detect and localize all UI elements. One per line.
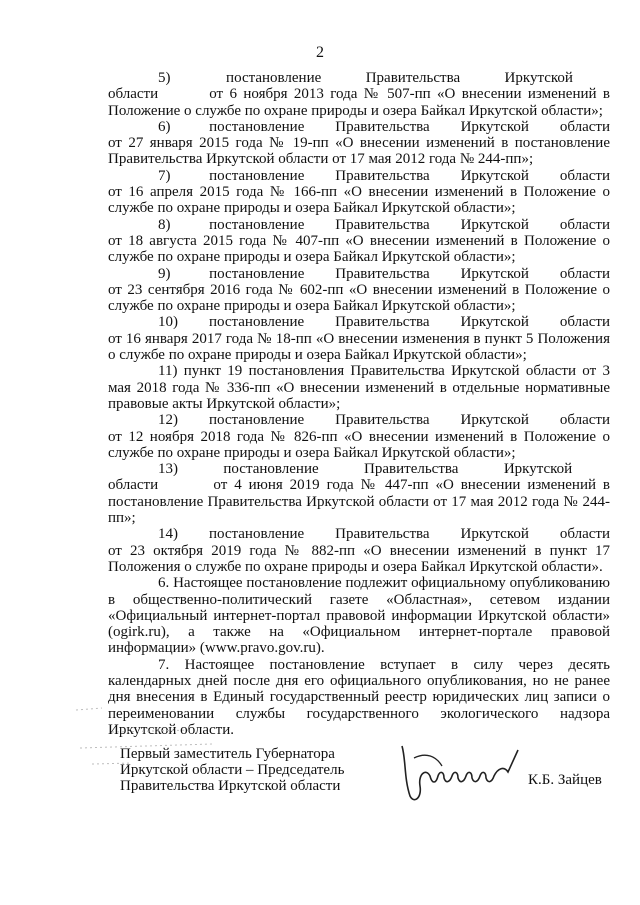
list-item: 14) постановление Правительства Иркутской области от 23 октября 2019 года № 882-пп «О внесении изменений в пункт 17 Положения о службе по охране природы и озера Байкал Иркутской области».: [108, 526, 610, 575]
list-item: 13) постановление Правительства Иркутской области от 4 июня 2019 года № 447-пп «О внесении изменений в постановление Правительства Иркутской области от 17 мая 2012 года № 244-пп»;: [108, 461, 610, 527]
page-number: 2: [316, 44, 324, 61]
list-item: 5) постановление Правительства Иркутской области от 6 ноября 2013 года № 507-пп «О внесении изменений в Положение о службе по охране природы и озера Байкал Иркутской области»;: [108, 70, 610, 119]
signer-title-line: Иркутской области – Председатель: [120, 762, 345, 778]
signature-block: [108, 746, 610, 806]
signer-name: К.Б. Зайцев: [528, 772, 602, 788]
list-item: 10) постановление Правительства Иркутской области от 16 января 2017 года № 18-пп «О внесении изменения в пункт 5 Положения о службе по охране природы и озера Байкал Иркутской области»;: [108, 314, 610, 364]
list-item: 9) постановление Правительства Иркутской области от 23 сентября 2016 года № 602-пп «О внесении изменений в Положение о службе по охране природы и озера Байкал Иркутской области»;: [108, 265, 610, 315]
paragraph-publication: 6. Настоящее постановление подлежит официальному опубликованию в общественно-политический газете «Областная», сетевом издании «Официальный интернет-портал правовой информации Иркутской области» (ogirk.ru), а также на «Официальном интернет-портале правовой информации» (www.pravo.gov.ru).: [108, 575, 610, 657]
list-item: 8) постановление Правительства Иркутской области от 18 августа 2015 года № 407-пп «О внесении изменений в Положение о службе по охране природы и озера Байкал Иркутской области»;: [108, 216, 610, 266]
list-item: 7) постановление Правительства Иркутской области от 16 апреля 2015 года № 166-пп «О внесении изменений в Положение о службе по охране природы и озера Байкал Иркутской области»;: [108, 167, 610, 217]
document-body: [108, 70, 610, 738]
list-item: 12) постановление Правительства Иркутской области от 12 ноября 2018 года № 826-пп «О внесении изменений в Положение о службе по охране природы и озера Байкал Иркутской области»;: [108, 412, 610, 461]
signer-title-line: Правительства Иркутской области: [120, 778, 341, 794]
list-item: 6) постановление Правительства Иркутской области от 27 января 2015 года № 19-пп «О внесении изменений в постановление Правительства Иркутской области от 17 мая 2012 года № 244-пп»;: [108, 118, 610, 168]
paragraph-entry-into-force: 7. Настоящее постановление вступает в силу через десять календарных дней после дня его официального опубликования, но не ранее дня внесения в Единый государственный реестр юридических лиц записи о переименовании службы государственного экологического надзора Иркутской области.: [108, 656, 610, 738]
handwritten-signature: [396, 738, 526, 808]
list-item: 11) пункт 19 постановления Правительства Иркутской области от 3 мая 2018 года № 336-пп «О внесении изменений в отдельные нормативные правовые акты Иркутской области»;: [108, 363, 610, 412]
signer-title-line: Первый заместитель Губернатора: [120, 746, 335, 762]
